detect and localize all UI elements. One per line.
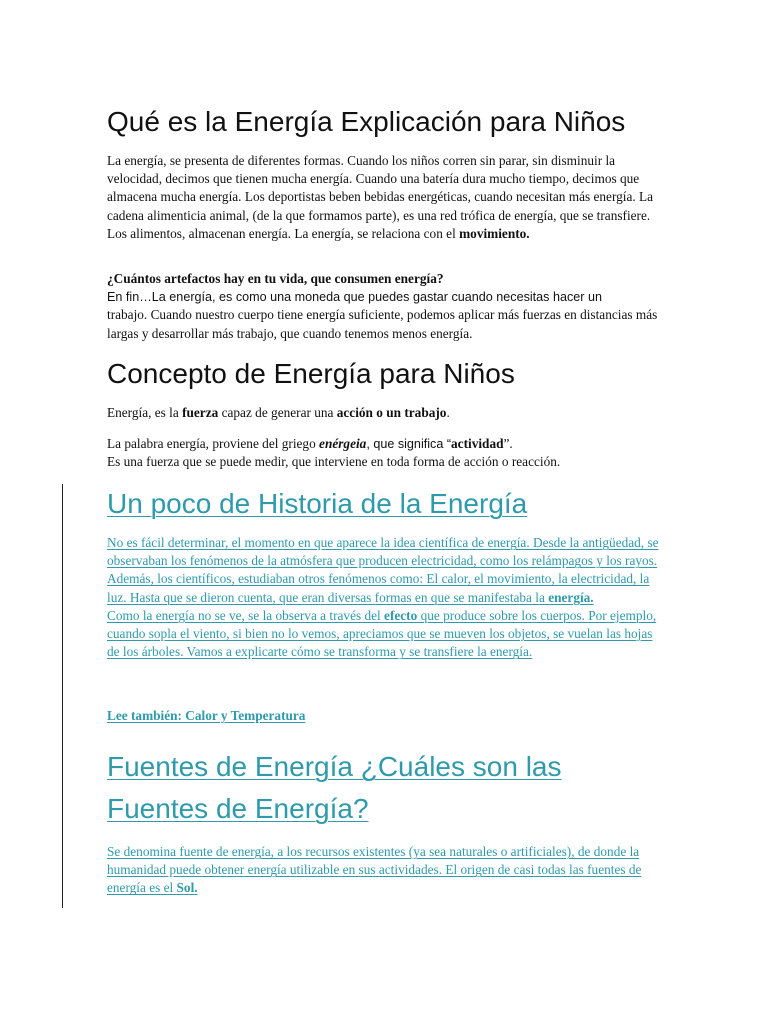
historia-text: No es fácil determinar, el momento en que aparece la idea científica de energía. Desde la antigüedad, se observaban los fenómenos de la atmósfera que producen electricidad, como los relámpagos y los rayos. Además, los científicos, estudiaban otros fenómenos como: El calor, el movimiento, la electricidad, la luz. Hasta que se dieron cuenta, que eran diversas formas en que se manifestaba la <box>107 535 659 605</box>
origin-text-a: La palabra energía, proviene del griego <box>107 436 320 451</box>
historia-paragraph-link[interactable] <box>107 534 660 661</box>
see-also-text: Lee también: Calor y Temperatura <box>107 708 306 723</box>
energeia-term: enérgeia <box>319 436 367 451</box>
def-text-a: Energía, es la <box>107 405 183 420</box>
fuentes-text: Se denomina fuente de energía, a los recursos existentes (ya sea naturales o artificiales), de donde la humanidad puede obtener energía utilizable en sus actividades. El origen de casi todas las fuentes de energía es el <box>107 844 642 896</box>
origin-text-c: , que significa “ <box>366 437 452 451</box>
definition-paragraph <box>107 404 660 422</box>
energia-bold: energía. <box>548 589 594 605</box>
def-text-c: capaz de generar una <box>218 405 337 420</box>
heading-historia-link[interactable]: Un poco de Historia de la Energía <box>107 488 528 519</box>
efecto-text-b: que produce sobre los cuerpos. Por ejemplo, cuando sopla el viento, si bien no lo vemos, apreciamos que se mueven los objetos, se vuelan las hojas de los árboles. Vamos a explicarte cómo se transforma y se transfiere la energía. <box>107 607 657 660</box>
heading-concepto-de-energia: Concepto de Energía para Niños <box>107 358 515 389</box>
sol-bold: Sol. <box>176 880 198 896</box>
artefactos-paragraph <box>107 270 660 343</box>
heading-que-es-la-energia: Qué es la Energía Explicación para Niños <box>107 106 626 137</box>
heading-fuentes-link[interactable]: Fuentes de Energía ¿Cuáles son las Fuentes de Energía? <box>107 751 562 824</box>
origin-paragraph <box>107 435 660 471</box>
en-fin-text: En fin…La energía, es como una moneda que puedes gastar cuando necesitas hacer un <box>107 290 602 305</box>
margin-line <box>62 484 63 908</box>
fuerza-bold: fuerza <box>182 405 219 420</box>
intro-text: La energía, se presenta de diferentes formas. Cuando los niños corren sin parar, sin disminuir la velocidad, decimos que tienen mucha energía. Cuando una batería dura mucho tiempo, decimos que almacena mucha energía. Los deportistas beben bebidas energéticas, cuando necesitan más energía. La cadena alimenticia animal, (de la que formamos parte), es una red trófica de energía, que se transfiere. Los alimentos, almacenan energía. La energía, se relaciona con el <box>107 153 654 241</box>
def-text-e: . <box>446 405 450 420</box>
artefactos-question: ¿Cuántos artefactos hay en tu vida, que consumen energía? <box>107 271 444 286</box>
trabajo-text: trabajo. Cuando nuestro cuerpo tiene energía suficiente, podemos aplicar más fuerzas en distancias más largas y desarrollar más trabajo, que cuando tenemos menos energía. <box>107 307 658 341</box>
efecto-text-a: Como la energía no se ve, se la observa a través del <box>107 607 385 623</box>
actividad-bold: actividad <box>451 436 504 451</box>
movimiento-bold: movimiento. <box>459 225 530 241</box>
accion-bold: acción o un trabajo <box>336 405 447 420</box>
origin-text-e: ”. <box>503 436 513 451</box>
see-also-link[interactable] <box>107 707 660 725</box>
efecto-bold: efecto <box>384 607 418 623</box>
fuentes-paragraph-link[interactable] <box>107 843 660 898</box>
intro-paragraph <box>107 152 660 243</box>
fuerza-medir-text: Es una fuerza que se puede medir, que interviene en toda forma de acción o reacción. <box>107 454 561 470</box>
